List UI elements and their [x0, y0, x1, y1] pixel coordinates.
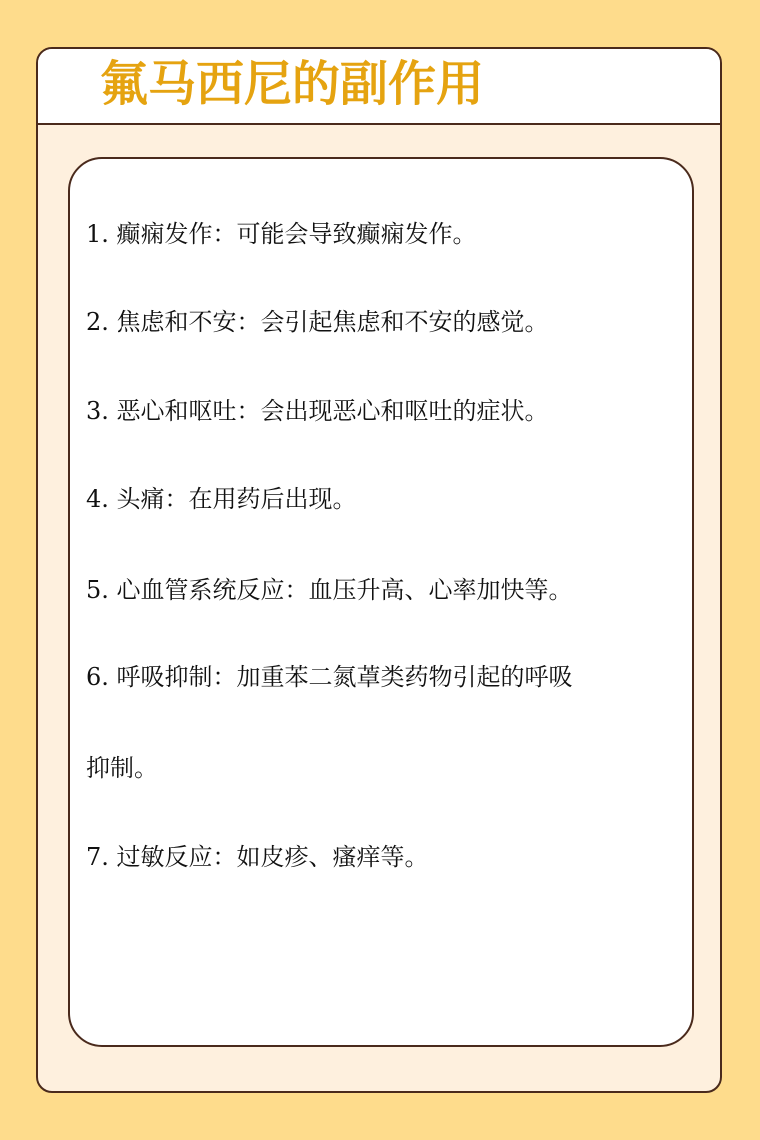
list-item-continuation	[86, 753, 158, 783]
item-number: 6.	[86, 663, 117, 691]
item-text: 焦虑和不安：会引起焦虑和不安的感觉。	[116, 308, 549, 336]
card-header	[38, 49, 720, 125]
item-number: 7.	[86, 843, 117, 871]
item-number: 4.	[86, 485, 117, 513]
list-item	[86, 662, 573, 692]
item-text: 恶心和呕吐：会出现恶心和呕吐的症状。	[116, 397, 549, 425]
item-text: 头痛：在用药后出现。	[116, 485, 357, 513]
item-number: 2.	[86, 308, 117, 336]
item-text: 抑制。	[86, 754, 158, 782]
list-item	[86, 484, 357, 514]
item-number: 1.	[86, 220, 117, 248]
list-item	[86, 842, 429, 872]
item-text: 呼吸抑制：加重苯二氮䓬类药物引起的呼吸	[116, 663, 573, 691]
item-number: 3.	[86, 397, 117, 425]
item-text: 过敏反应：如皮疹、瘙痒等。	[116, 843, 429, 871]
side-effects-card	[36, 47, 722, 1093]
list-item	[86, 396, 549, 426]
item-number: 5.	[86, 576, 117, 604]
page-title: 氟马西尼的副作用	[100, 56, 485, 112]
list-item	[86, 307, 549, 337]
list-item	[86, 575, 573, 605]
list-item	[86, 219, 477, 249]
item-text: 心血管系统反应：血压升高、心率加快等。	[116, 576, 573, 604]
item-text: 癫痫发作：可能会导致癫痫发作。	[116, 220, 477, 248]
